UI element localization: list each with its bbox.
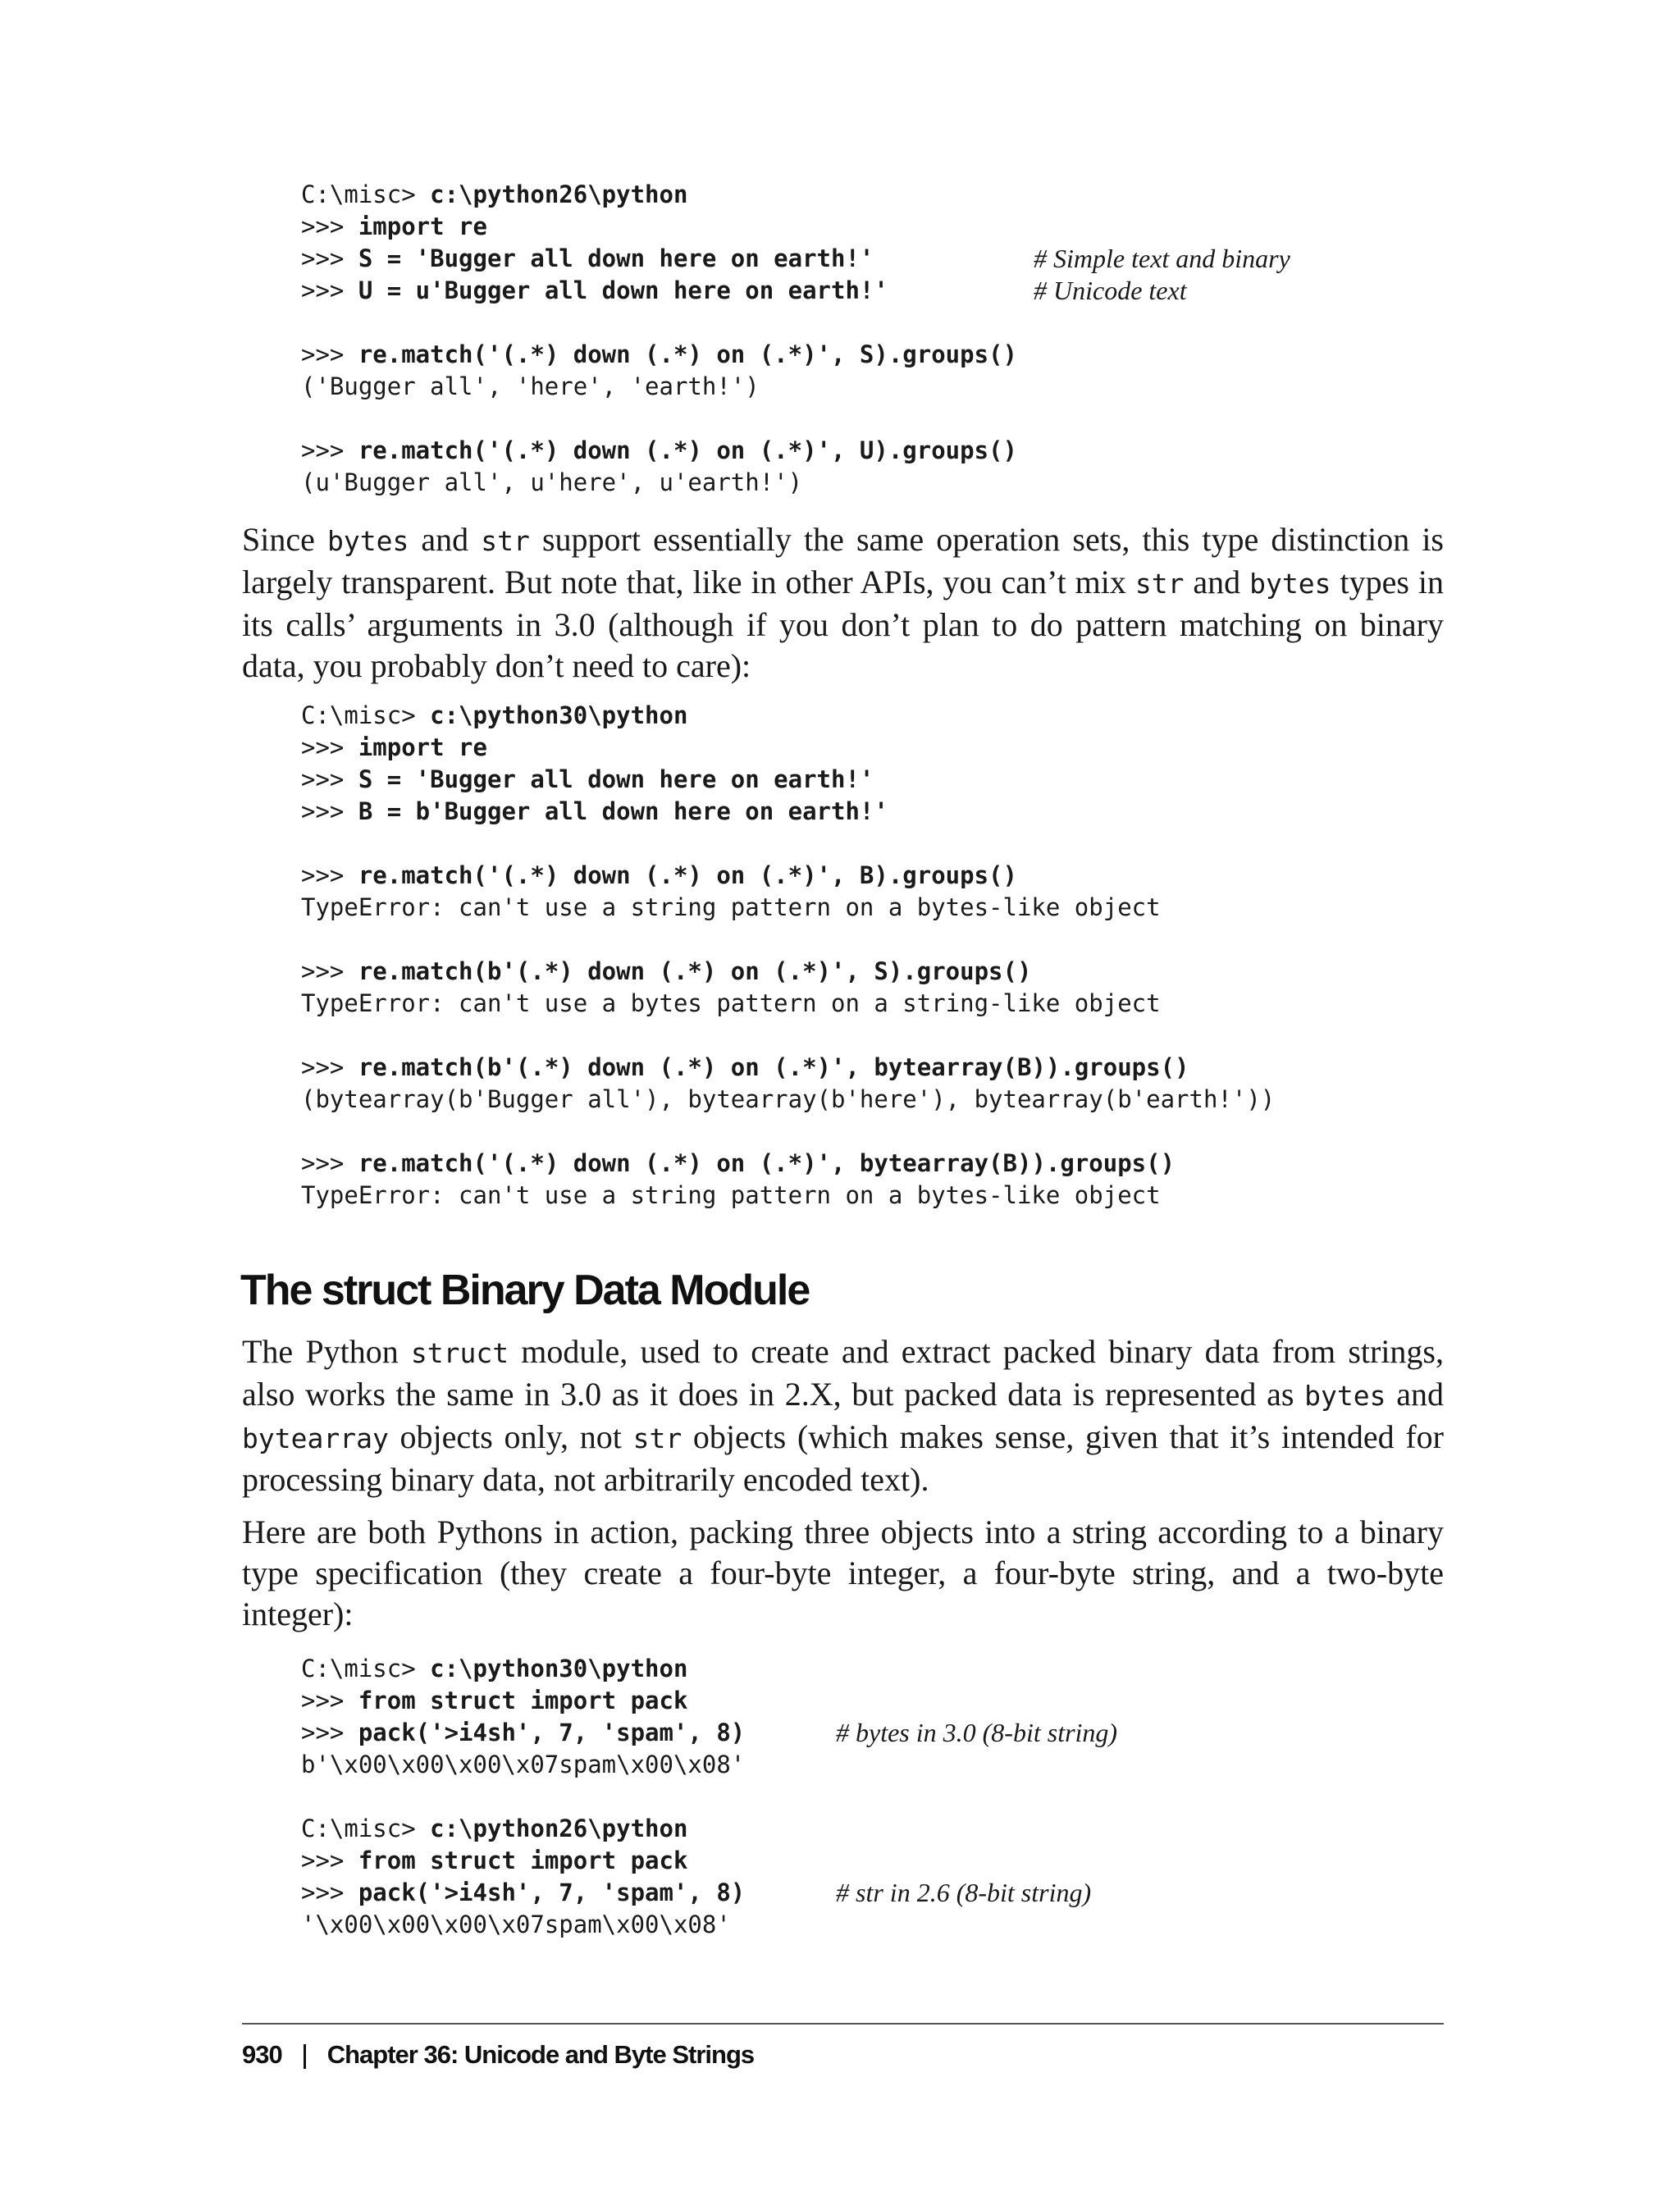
code-line: [301, 700, 1275, 732]
inline-code: str: [1134, 568, 1185, 600]
repl-prompt: >>>: [301, 1879, 358, 1906]
code-output: (u'Bugger all', u'here', u'earth!'): [301, 468, 803, 496]
code-input: c:\python30\python: [430, 1655, 688, 1682]
code-line: [301, 1845, 745, 1877]
repl-prompt: >>>: [301, 1719, 358, 1746]
code-output: '\x00\x00\x00\x07spam\x00\x08': [301, 1911, 731, 1938]
code-input: re.match('(.*) down (.*) on (.*)', S).groups(): [358, 340, 1017, 368]
code-input: re.match('(.*) down (.*) on (.*)', bytearray(B)).groups(): [358, 1149, 1176, 1177]
code-output: TypeError: can't use a bytes pattern on a string-like object: [301, 989, 1161, 1017]
code-output: TypeError: can't use a string pattern on a bytes-like object: [301, 1181, 1161, 1209]
code-line: [301, 1148, 1275, 1180]
repl-prompt: >>>: [301, 765, 358, 793]
code-line: [301, 275, 1017, 307]
code-input: S = 'Bugger all down here on earth!': [358, 765, 874, 793]
code-input: from struct import pack: [358, 1687, 688, 1714]
repl-prompt: >>>: [301, 733, 358, 761]
footer-separator: [304, 2044, 306, 2069]
code-comment: # Unicode text: [1034, 276, 1187, 305]
repl-prompt: >>>: [301, 340, 358, 368]
code-input: import re: [358, 212, 487, 240]
code-input: import re: [358, 733, 487, 761]
code-input: S = 'Bugger all down here on earth!': [358, 244, 874, 272]
code-line: [301, 956, 1275, 988]
page-number: 930: [242, 2040, 282, 2069]
repl-prompt: >>>: [301, 1053, 358, 1081]
code-line: [301, 179, 1017, 211]
code-comment: # bytes in 3.0 (8-bit string): [836, 1718, 1118, 1747]
code-block-python30-re: [301, 700, 1275, 1212]
code-line: [301, 796, 1275, 828]
body-paragraph: Since bytes and str support essentially the same operation sets, this type distinction is largely transparent. But note that, like in other APIs, you can’t mix str and bytes types in its calls’ arguments in 3.0 (although if you don’t plan to do pattern matching on binary data, you probably don’t need to care):: [242, 521, 1444, 684]
body-paragraph: The Python struct module, used to create and extract packed binary data from strings, also works the same in 3.0 as it does in 2.X, but packed data is represented as bytes and bytearray objects only, not str objects (which makes sense, given that it’s intended for processing binary data, not arbitrarily encoded text).: [242, 1333, 1444, 1498]
repl-prompt: >>>: [301, 957, 358, 985]
code-input: re.match(b'(.*) down (.*) on (.*)', S).groups(): [358, 957, 1032, 985]
code-input: from struct import pack: [358, 1847, 688, 1874]
code-line: [301, 1813, 745, 1845]
code-input: pack('>i4sh', 7, 'spam', 8): [358, 1879, 746, 1906]
code-input: c:\python26\python: [430, 180, 688, 208]
code-output: ('Bugger all', 'here', 'earth!'): [301, 372, 760, 400]
inline-code: struct: [410, 1337, 509, 1369]
code-line: [301, 211, 1017, 243]
code-comment: # Simple text and binary: [1034, 244, 1290, 273]
body-paragraph: Here are both Pythons in action, packing three objects into a string according to a binary type specification (they create a four-byte integer, a four-byte string, and a two-byte integer):: [242, 1513, 1444, 1632]
repl-prompt: >>>: [301, 276, 358, 304]
code-block-python26-re: [301, 179, 1017, 499]
section-heading: The struct Binary Data Module: [240, 1267, 810, 1314]
code-input: U = u'Bugger all down here on earth!': [358, 276, 888, 304]
repl-prompt: >>>: [301, 244, 358, 272]
inline-code: bytes: [1249, 568, 1331, 600]
inline-code: str: [632, 1422, 682, 1454]
code-output: (bytearray(b'Bugger all'), bytearray(b'here'), bytearray(b'earth!')): [301, 1085, 1276, 1113]
code-comment: # str in 2.6 (8-bit string): [836, 1878, 1092, 1907]
code-input: re.match('(.*) down (.*) on (.*)', U).groups(): [358, 436, 1017, 464]
code-line: [301, 732, 1275, 764]
code-input: pack('>i4sh', 7, 'spam', 8): [358, 1719, 746, 1746]
shell-prompt: C:\misc>: [301, 180, 431, 208]
code-line: [301, 764, 1275, 796]
code-line: [301, 1877, 745, 1909]
shell-prompt: C:\misc>: [301, 701, 431, 729]
code-output: b'\x00\x00\x00\x07spam\x00\x08': [301, 1751, 746, 1778]
code-line: [301, 1717, 745, 1749]
shell-prompt: C:\misc>: [301, 1655, 431, 1682]
code-block-struct-pack: [301, 1653, 745, 1941]
inline-code: bytes: [1304, 1380, 1386, 1412]
chapter-title: Chapter 36: Unicode and Byte Strings: [326, 2040, 755, 2069]
code-line: [301, 435, 1017, 467]
code-line: [301, 1685, 745, 1717]
code-output: TypeError: can't use a string pattern on a bytes-like object: [301, 893, 1161, 921]
code-input: re.match('(.*) down (.*) on (.*)', B).groups(): [358, 861, 1017, 889]
code-input: c:\python26\python: [430, 1815, 688, 1842]
shell-prompt: C:\misc>: [301, 1815, 431, 1842]
repl-prompt: >>>: [301, 797, 358, 825]
inline-code: bytes: [326, 525, 409, 557]
code-line: [301, 860, 1275, 892]
code-line: [301, 1052, 1275, 1084]
footer-rule: [242, 2023, 1444, 2025]
repl-prompt: >>>: [301, 1149, 358, 1177]
code-line: [301, 1653, 745, 1685]
code-line: [301, 339, 1017, 371]
code-input: re.match(b'(.*) down (.*) on (.*)', bytearray(B)).groups(): [358, 1053, 1189, 1081]
repl-prompt: >>>: [301, 212, 358, 240]
repl-prompt: >>>: [301, 1687, 358, 1714]
code-input: c:\python30\python: [430, 701, 688, 729]
repl-prompt: >>>: [301, 1847, 358, 1874]
inline-code: str: [481, 525, 530, 557]
repl-prompt: >>>: [301, 861, 358, 889]
code-line: [301, 243, 1017, 275]
page-footer: [242, 2034, 754, 2075]
inline-code: bytearray: [242, 1422, 389, 1454]
repl-prompt: >>>: [301, 436, 358, 464]
code-input: B = b'Bugger all down here on earth!': [358, 797, 888, 825]
